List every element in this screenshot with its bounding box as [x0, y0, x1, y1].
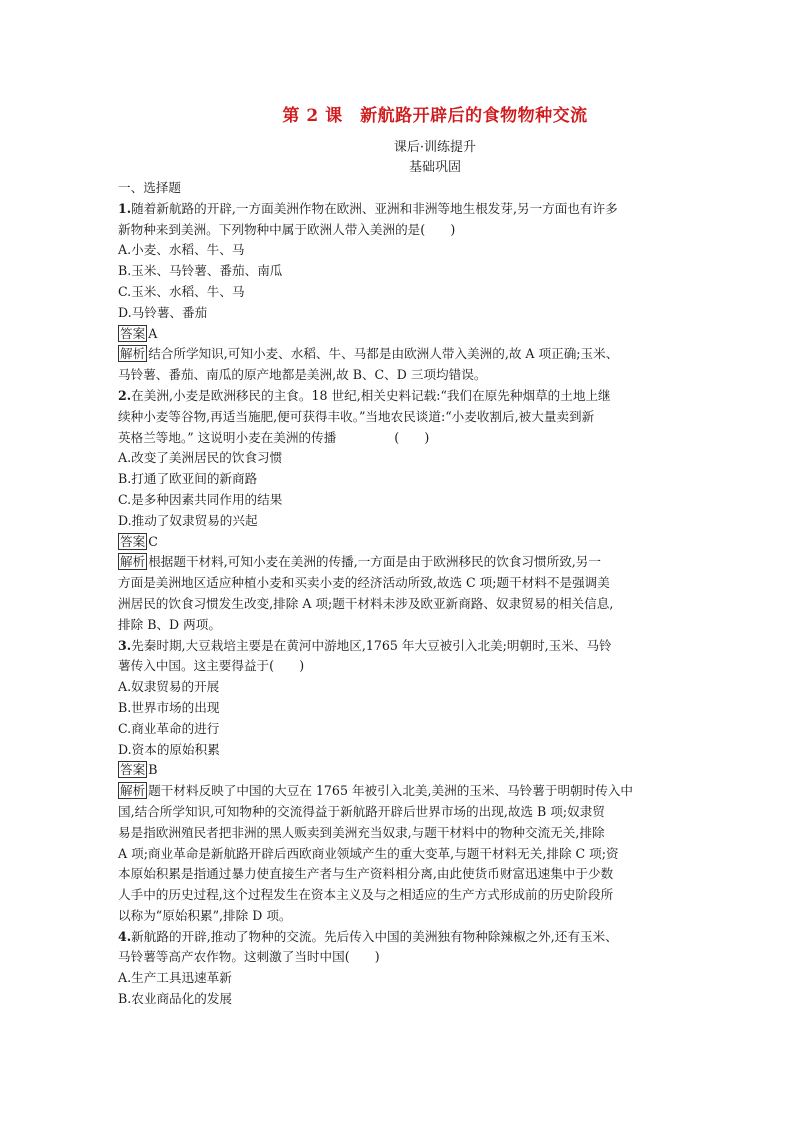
- option-a[interactable]: A.小麦、水稻、牛、马: [118, 242, 245, 258]
- question-4: [118, 927, 678, 1010]
- answer-value: A: [148, 325, 158, 341]
- answer-tag: 答案: [120, 325, 146, 341]
- option-d[interactable]: D.资本的原始积累: [118, 741, 220, 757]
- option-d[interactable]: D.推动了奴隶贸易的兴起: [118, 512, 258, 528]
- option-b[interactable]: B.打通了欧亚间的新商路: [118, 471, 258, 487]
- question-number: 4.: [118, 928, 132, 944]
- question-2: [118, 386, 678, 636]
- analysis-text: 题干材料反映了中国的大豆在 1765 年被引入北美,美洲的玉米、马铃薯于明朝时传入中: [148, 783, 634, 799]
- answer-blank: ( ): [394, 429, 430, 445]
- analysis-text: 根据题干材料,可知小麦在美洲的传播,一方面是由于欧洲移民的饮食习惯所致,另一: [148, 554, 601, 570]
- question-number: 1.: [118, 200, 132, 216]
- answer-value: C: [148, 533, 158, 549]
- analysis-text: 国,结合所学知识,可知物种的交流得益于新航路开辟后世界市场的出现,故选 B 项;奴隶贸: [118, 803, 605, 819]
- page-title: 第 2 课 新航路开辟后的食物物种交流: [282, 106, 588, 126]
- analysis-text: 本原始积累是指通过暴力使直接生产者与生产资料相分离,由此使货币财富迅速集中于少数: [118, 866, 614, 882]
- analysis-text: 洲居民的饮食习惯发生改变,排除 A 项;题干材料未涉及欧亚新商路、奴隶贸易的相关信息,: [118, 595, 614, 611]
- question-stem: 在美洲,小麦是欧洲移民的主食。18 世纪,相关史料记载:“我们在原先种烟草的土地上继: [131, 387, 611, 403]
- question-number: 3.: [118, 637, 132, 653]
- analysis-tag: 解析: [120, 783, 146, 799]
- option-b[interactable]: B.世界市场的出现: [118, 699, 220, 715]
- analysis-text: 以称为“原始积累”,排除 D 项。: [118, 907, 292, 923]
- question-stem: 新物种来到美洲。下列物种中属于欧洲人带入美洲的是( ): [118, 221, 456, 237]
- analysis-text: 结合所学知识,可知小麦、水稻、牛、马都是由欧洲人带入美洲的,故 A 项正确;玉米、: [148, 346, 619, 362]
- analysis-text: 易是指欧洲殖民者把非洲的黑人贩卖到美洲充当奴隶,与题干材料中的物种交流无关,排除: [118, 824, 605, 840]
- document-page: [118, 104, 678, 1010]
- option-a[interactable]: A.奴隶贸易的开展: [118, 679, 220, 695]
- option-b[interactable]: B.农业商品化的发展: [118, 991, 233, 1007]
- question-1: [118, 199, 678, 386]
- option-a[interactable]: A.生产工具迅速革新: [118, 970, 232, 986]
- option-c[interactable]: C.玉米、水稻、牛、马: [118, 283, 245, 299]
- question-stem: 先秦时期,大豆栽培主要是在黄河中游地区,1765 年大豆被引入北美;明朝时,玉米、马铃: [131, 637, 612, 653]
- section-subtitle: 基础巩固: [408, 160, 461, 175]
- question-stem: 续种小麦等谷物,再适当施肥,便可获得丰收。”当地农民谈道:“小麦收割后,被大量卖到新: [118, 408, 595, 424]
- analysis-text: 方面是美洲地区适应种植小麦和买卖小麦的经济活动所致,故选 C 项;题干材料不是强调美: [118, 575, 610, 591]
- page-subtitle: 课后·训练提升: [393, 140, 477, 155]
- analysis-tag: 解析: [120, 346, 146, 362]
- option-b[interactable]: B.玉米、马铃薯、番茄、南瓜: [118, 263, 283, 279]
- answer-tag: 答案: [120, 533, 146, 549]
- answer-value: B: [148, 762, 158, 778]
- analysis-text: 马铃薯、番茄、南瓜的原产地都是美洲,故 B、C、D 三项均错误。: [118, 367, 487, 383]
- question-stem: 薯传入中国。这主要得益于( ): [118, 658, 305, 674]
- question-3: [118, 636, 678, 927]
- analysis-text: 人手中的历史过程,这个过程发生在资本主义及与之相适应的生产方式形成前的历史阶段所: [118, 887, 614, 903]
- question-stem: 马铃薯等高产农作物。这刺激了当时中国( ): [118, 949, 380, 965]
- question-stem: 新航路的开辟,推动了物种的交流。先后传入中国的美洲独有物种除辣椒之外,还有玉米、: [131, 928, 618, 944]
- option-d[interactable]: D.马铃薯、番茄: [118, 304, 208, 320]
- answer-tag: 答案: [120, 762, 146, 778]
- analysis-text: A 项;商业革命是新航路开辟后西欧商业领域产生的重大变革,与题干材料无关,排除 C 项;资: [118, 845, 619, 861]
- option-a[interactable]: A.改变了美洲居民的饮食习惯: [118, 450, 283, 466]
- analysis-text: 排除 B、D 两项。: [118, 616, 221, 632]
- option-c[interactable]: C.商业革命的进行: [118, 720, 220, 736]
- question-number: 2.: [118, 387, 132, 403]
- analysis-tag: 解析: [120, 554, 146, 570]
- question-stem: 随着新航路的开辟,一方面美洲作物在欧洲、亚洲和非洲等地生根发芽,另一方面也有许多: [131, 200, 618, 216]
- question-stem: 英格兰等地。” 这说明小麦在美洲的传播: [118, 429, 337, 445]
- section-heading: 一、选择题: [118, 180, 181, 195]
- option-c[interactable]: C.是多种因素共同作用的结果: [118, 491, 283, 507]
